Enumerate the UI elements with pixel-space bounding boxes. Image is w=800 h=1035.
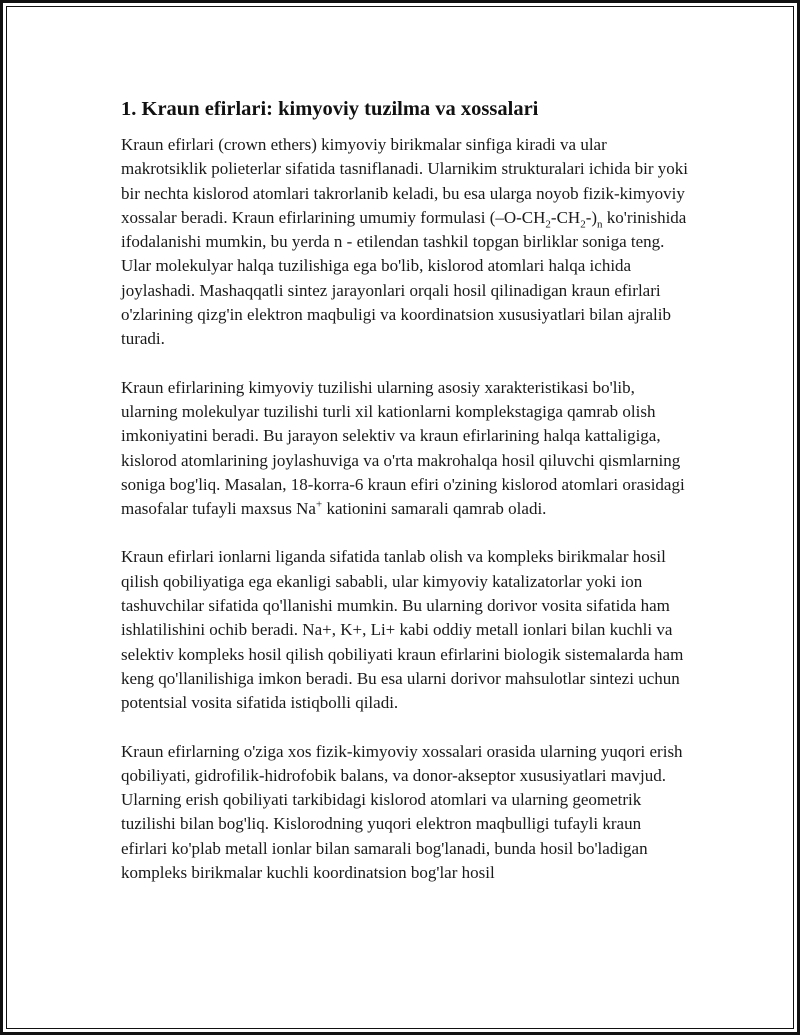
paragraph-2	[121, 376, 691, 522]
subscript: 2	[545, 218, 551, 231]
paragraph-1-text-d: ko'rinishida ifodalanishi mumkin, bu yerda n - etilendan tashkil topgan birliklar soniga teng. Ular molekulyar halqa tuzilishiga ega bo'lib, kislorod atomlari halqa ichida joylashadi. Mashaqqatli sintez jarayonlari orqali hosil qilinadigan kraun efirlari o'zlarining qizg'in elektron maqbuligi va koordinatsion xususiyatlari bilan ajralib turadi.	[121, 207, 687, 349]
paragraph-2-text-b: kationini samarali qamrab oladi.	[322, 499, 547, 519]
subscript: n	[597, 218, 603, 231]
paragraph-1-text-b: -CH	[550, 207, 581, 227]
subscript: 2	[580, 218, 586, 231]
section-heading: 1. Kraun efirlari: kimyoviy tuzilma va xossalari	[121, 98, 539, 120]
paragraph-3: Kraun efirlari ionlarni liganda sifatida tanlab olish va kompleks birikmalar hosil qilish qobiliyatiga ega ekanligi sababli, ular kimyoviy katalizatorlar yoki ion tashuvchilar sifatida qo'llanishi mumkin. Bu ularning dorivor vosita sifatida ham ishlatilishini ochib beradi. Na+, K+, Li+ kabi oddiy metall ionlari bilan kuchli va selektiv kompleks hosil qilish qobiliyati kraun efirlarini biologik sistemalarda ham keng qo'llanilishiga imkon beradi. Bu esa ularni dorivor mahsulotlar sintezi uchun potentsial vosita sifatida istiqbolli qiladi.	[121, 547, 684, 713]
paragraph-4: Kraun efirlarning o'ziga xos fizik-kimyoviy xossalari orasida ularning yuqori erish qobiliyati, gidrofilik-hidrofobik balans, va donor-akseptor xususiyatlari mavjud. Ularning erish qobiliyati tarkibidagi kislorod atomlari va ularning geometrik tuzilishi bilan bog'liq. Kislorodning yuqori elektron maqbulligi tufayli kraun efirlari ko'plab metall ionlar bilan samarali bog'lanadi, bunda hosil bo'ladigan kompleks birikmalar kuchli koordinatsion bog'lar hosil	[121, 741, 683, 883]
paragraph-1-text-c: -)	[585, 207, 598, 227]
paragraph-2-text-a: Kraun efirlarining kimyoviy tuzilishi ularning asosiy xarakteristikasi bo'lib, ularning molekulyar tuzilishi turli xil kationlarni komplekstagiga qamrab olish imkoniyatini beradi. Bu jarayon selektiv va kraun efirlarining halqa kattaligiga, kislorod atomlarining joylashuviga va o'rta makrohalqa hosil qiluvchi qismlarning soniga bog'liq. Masalan, 18-korra-6 kraun efiri o'zining kislorod atomlari orasidagi masofalar tufayli maxsus Na	[121, 377, 685, 519]
superscript: +	[315, 498, 323, 511]
paragraph-1-text-a: Kraun efirlari (crown ethers) kimyoviy birikmalar sinfiga kiradi va ular makrotsiklik polieterlar sifatida tasniflanadi. Ularnikim strukturalari ichida bir yoki bir nechta kislorod atomlari takrorlanib keladi, bu esa ularga noyob fizik-kimyoviy xossalar beradi. Kraun efirlarining umumiy formulasi (–O-CH	[121, 135, 688, 227]
document-body	[121, 97, 691, 909]
paragraph-1	[121, 133, 691, 352]
